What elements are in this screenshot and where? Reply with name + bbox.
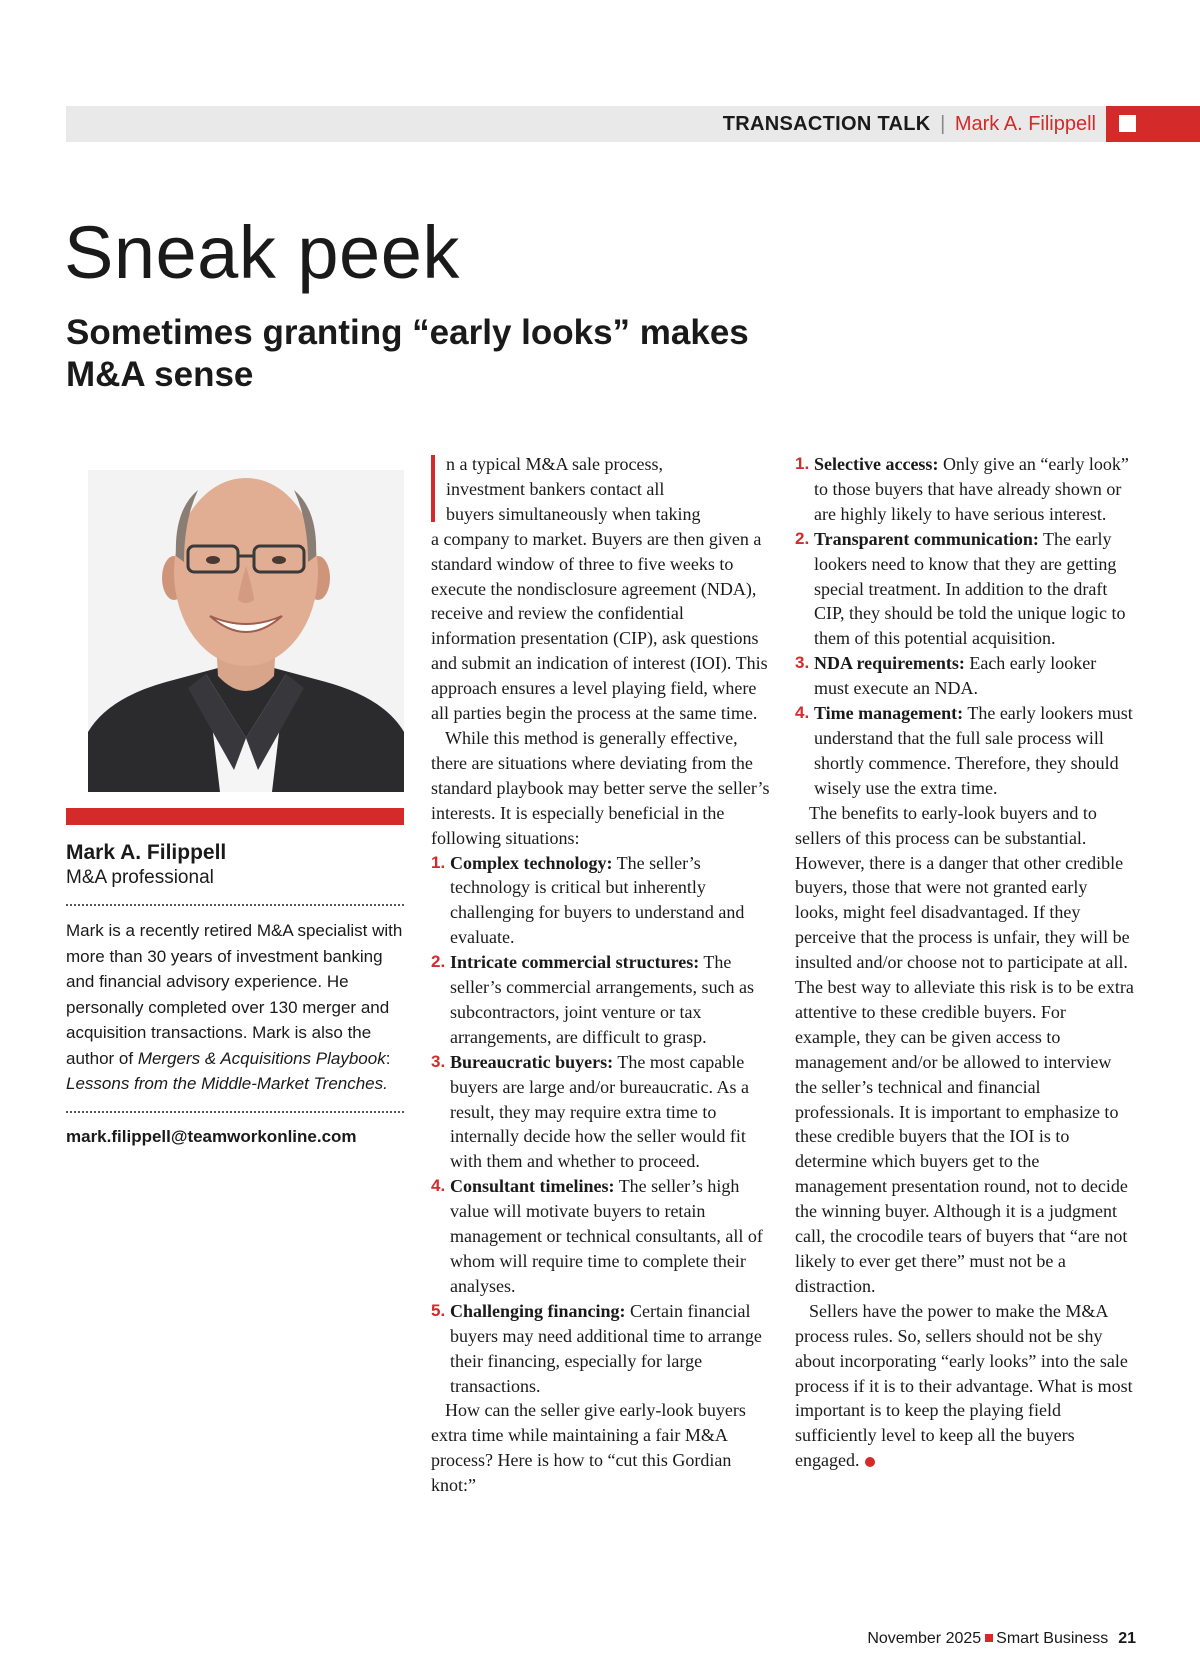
list-text: The seller’s technology is critical but inherently challenging for buyers to understand and evaluate. xyxy=(450,852,745,948)
header-bar xyxy=(66,106,1200,142)
body-paragraph: How can the seller give early-look buyers extra time while maintaining a fair M&A process? Here is how to “cut this Gordian knot:” xyxy=(431,1400,746,1496)
author-sidebar xyxy=(66,840,404,1149)
author-bio xyxy=(66,918,404,1097)
opening-line: buyers simultaneously when taking xyxy=(446,503,701,524)
list-number: 2. xyxy=(431,952,446,972)
list-text: Only give an “early look” to those buyers that have already shown or are highly likely to have serious interest. xyxy=(814,454,1129,524)
article-subtitle: Sometimes granting “early looks” makes M&A sense xyxy=(66,313,749,394)
book-subtitle: Lessons from the Middle-Market Trenches. xyxy=(66,1074,388,1093)
dotted-divider xyxy=(66,904,404,906)
list-heading: Challenging financing: xyxy=(450,1300,626,1321)
header-separator: | xyxy=(940,113,946,135)
end-mark-icon xyxy=(865,1457,875,1467)
list-number: 2. xyxy=(795,528,810,548)
header-author: Mark A. Filippell xyxy=(954,113,1096,135)
list-item xyxy=(431,1174,771,1299)
list-item xyxy=(795,651,1135,701)
bio-colon: : xyxy=(385,1048,391,1068)
square-bullet-icon xyxy=(985,1634,993,1642)
article-column-2 xyxy=(795,452,1135,1473)
list-text: The early lookers must understand that the full sale process will shortly commence. Therefore, they should wisely use the extra time. xyxy=(814,703,1133,798)
list-heading: Complex technology: xyxy=(450,852,613,873)
body-paragraph xyxy=(795,1299,1135,1473)
list-item xyxy=(431,1299,771,1399)
list-number: 1. xyxy=(431,852,446,872)
author-role: M&A professional xyxy=(66,867,214,888)
author-name: Mark A. Filippell xyxy=(66,841,227,864)
list-item xyxy=(795,527,1135,652)
list-text: The early lookers need to know that they are getting special treatment. In addition to the draft CIP, they should be told the unique logic to them of this potential acquisition. xyxy=(814,528,1126,649)
portrait-image xyxy=(88,470,404,792)
list-text: The most capable buyers are large and/or bureaucratic. As a result, they may require extra time to internally decide how the seller would fit with them and whether to proceed. xyxy=(450,1051,750,1172)
dotted-divider xyxy=(66,1111,404,1113)
list-heading: Transparent communication: xyxy=(814,528,1039,549)
list-heading: Consultant timelines: xyxy=(450,1176,615,1197)
list-heading: Selective access: xyxy=(814,454,939,474)
dropcap-bar xyxy=(431,455,435,522)
body-paragraph: The benefits to early-look buyers and to sellers of this process can be substantial. However, there is a danger that other credible buyers, those that were not granted early looks, might feel disadvantaged. If they perceive that the process is unfair, they will be insulted and/or choose not to participate at all. The best way to alleviate this risk is to be extra attentive to these credible buyers. For example, they can be given access to management and/or be allowed to interview the seller’s technical and financial professionals. It is important to emphasize to these credible buyers that the IOI is to determine which buyers get to the management presentation round, not to decide the winning buyer. Although it is a judgment call, the crocodile tears of buyers that “are not likely to ever get there” must not be a distraction. xyxy=(795,802,1134,1296)
square-icon xyxy=(1119,115,1136,132)
book-title: Mergers & Acquisitions Playbook xyxy=(137,1048,386,1068)
body-paragraph: While this method is generally effective, there are situations where deviating from the standard playbook may better serve the seller’s interests. It is especially beneficial in the following situations: xyxy=(431,727,770,848)
author-email-link[interactable]: mark.filippell@teamworkonline.com xyxy=(66,1126,357,1146)
list-number: 3. xyxy=(431,1051,446,1071)
list-item xyxy=(431,1050,771,1175)
list-number: 3. xyxy=(795,653,810,673)
header-accent-block xyxy=(1106,106,1200,142)
list-heading: NDA requirements: xyxy=(814,653,965,674)
article-title: Sneak peek xyxy=(64,211,460,294)
section-label: TRANSACTION TALK xyxy=(722,113,931,135)
list-text: Certain financial buyers may need additional time to arrange their financing, especially for large transactions. xyxy=(450,1300,762,1396)
list-item xyxy=(431,851,771,951)
red-divider xyxy=(66,808,404,825)
dropcap-block xyxy=(431,452,771,527)
header-text xyxy=(723,106,1096,142)
list-heading: Intricate commercial structures: xyxy=(450,952,700,973)
opening-line: investment bankers contact all xyxy=(446,478,665,499)
list-item xyxy=(431,950,771,1050)
list-heading: Time management: xyxy=(814,703,964,724)
closing-text: Sellers have the power to make the M&A process rules. So, sellers should not be shy about incorporating “early looks” into the sale process if it is to their advantage. What is most important is to keep the playing field sufficiently level to keep all the buyers engaged. xyxy=(795,1300,1133,1471)
list-item xyxy=(795,701,1135,801)
list-number: 5. xyxy=(431,1300,446,1320)
list-text: Each early looker must execute an NDA. xyxy=(814,653,1097,699)
list-text: The seller’s high value will motivate buyers to retain management or technical consultants, all of whom will require time to complete their analyses. xyxy=(450,1176,763,1296)
article-column-1 xyxy=(431,452,771,1498)
publication-name: Smart Business xyxy=(996,1630,1109,1647)
opening-line: n a typical M&A sale process, xyxy=(446,454,663,474)
list-number: 4. xyxy=(431,1176,446,1196)
body-paragraph: a company to market. Buyers are then given a standard window of three to five weeks to execute the nondisclosure agreement (NDA), receive and review the confidential information presentation (CIP), ask questions and submit an indication of interest (IOI). This approach ensures a level playing field, where all parties begin the process at the same time. xyxy=(431,528,768,724)
list-item xyxy=(795,452,1135,527)
bio-text: Mark is a recently retired M&A specialist with more than 30 years of investment banking and financial advisory experience. He personally completed over 130 merger and acquisition transactions. Mark is also the author of xyxy=(66,921,403,1068)
list-heading: Bureaucratic buyers: xyxy=(450,1051,614,1072)
list-number: 1. xyxy=(795,454,810,473)
page-number: 21 xyxy=(1118,1630,1136,1647)
author-photo xyxy=(88,470,404,792)
issue-date: November 2025 xyxy=(867,1630,982,1647)
list-number: 4. xyxy=(795,703,810,723)
page-footer xyxy=(867,1630,1136,1648)
list-text: The seller’s commercial arrangements, such as subcontractors, joint venture or tax arrangements, are difficult to grasp. xyxy=(450,952,755,1047)
